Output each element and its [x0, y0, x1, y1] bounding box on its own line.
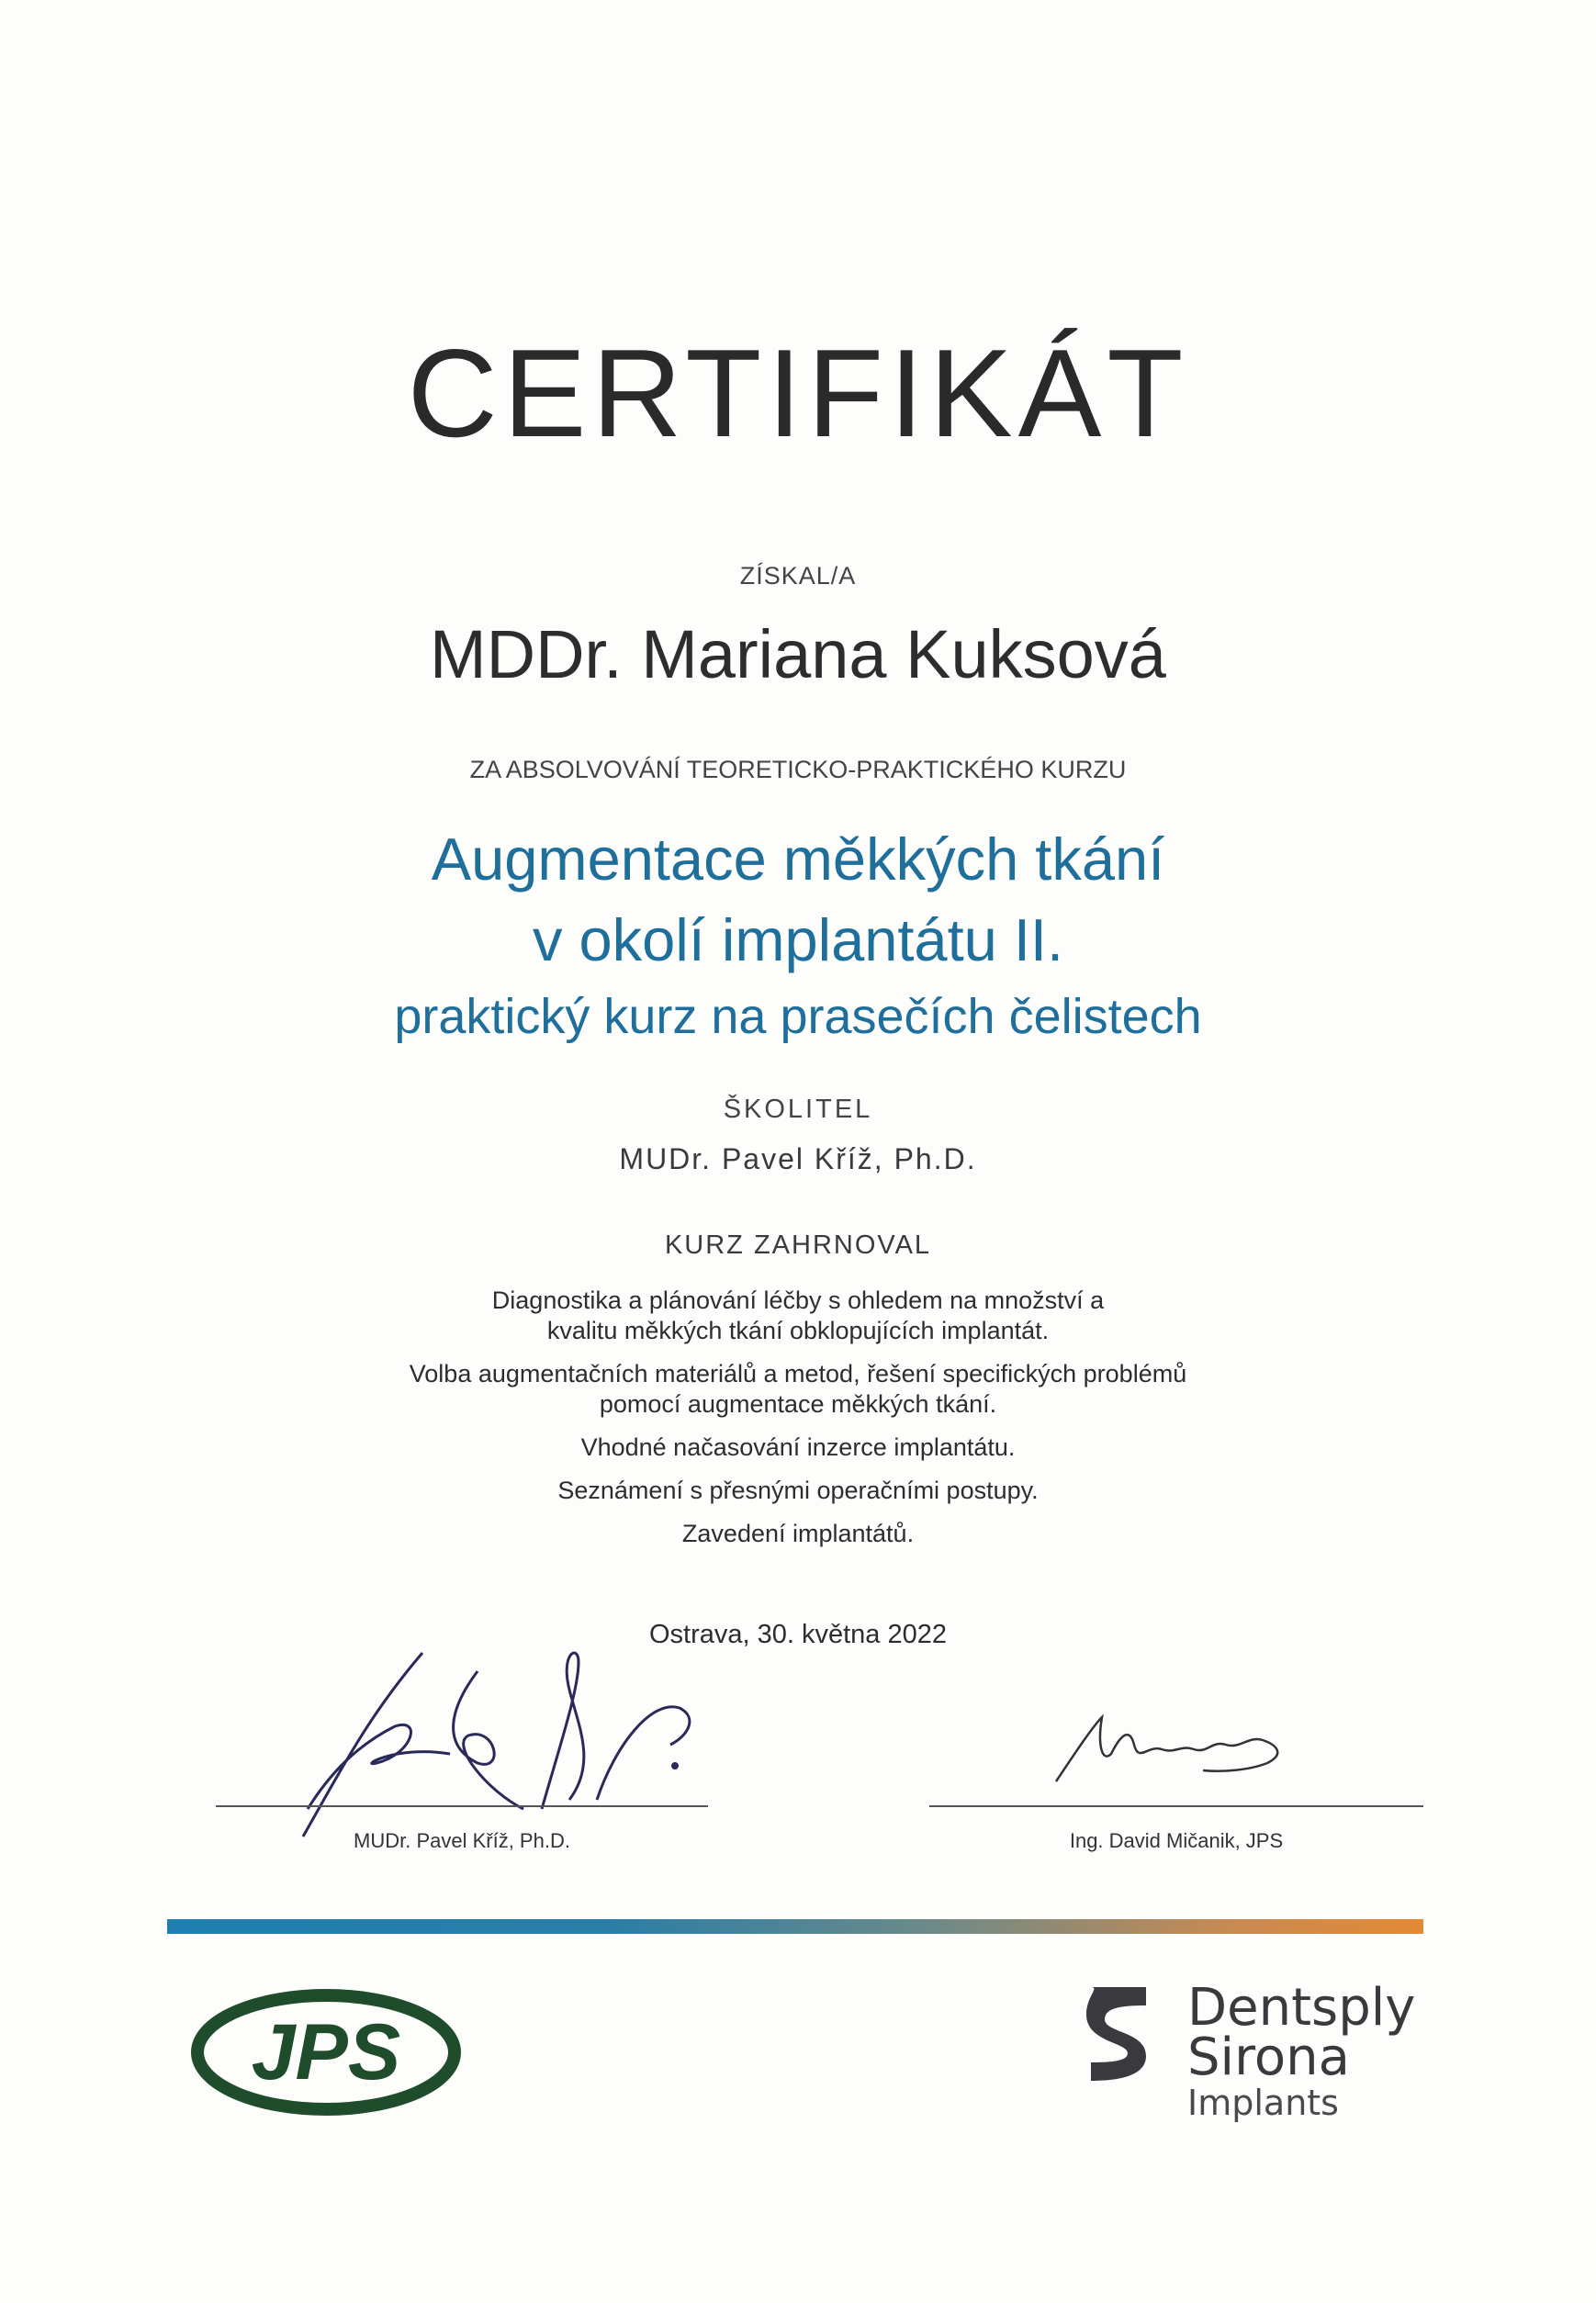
- course-subtitle: praktický kurz na prasečích čelistech: [394, 989, 1202, 1044]
- topic-line: Vhodné načasování inzerce implantátu.: [580, 1433, 1016, 1461]
- right-signature-line: [929, 1805, 1423, 1807]
- topic-line: pomocí augmentace měkkých tkání.: [599, 1390, 997, 1418]
- dentsply-sirona-logo: [1082, 1974, 1467, 2130]
- jps-logo-text: JPS: [251, 2008, 401, 2096]
- topic-line: kvalitu měkkých tkání obklopujících implantát.: [546, 1317, 1050, 1344]
- topic-item: [0, 1476, 1596, 1506]
- left-signature-line: [216, 1805, 708, 1807]
- dentsply-s-icon: [1082, 1978, 1155, 2088]
- topic-item: [0, 1359, 1596, 1420]
- topic-line: Seznámení s přesnými operačními postupy.: [557, 1477, 1039, 1504]
- jps-logo: [188, 1983, 464, 2121]
- left-signature: [266, 1635, 744, 1855]
- dentsply-line2: Sirona: [1187, 2028, 1350, 2087]
- covered-label: KURZ ZAHRNOVAL: [664, 1230, 932, 1260]
- topics-list: [0, 1286, 1596, 1562]
- right-signature-name: Ing. David Mičanik, JPS: [1069, 1829, 1284, 1852]
- topic-line: Zavedení implantátů.: [681, 1520, 915, 1547]
- topic-item: [0, 1519, 1596, 1549]
- gradient-bar: [167, 1919, 1423, 1934]
- place-date: Ostrava, 30. května 2022: [648, 1620, 948, 1649]
- dentsply-line3: Implants: [1187, 2083, 1339, 2123]
- received-label: ZÍSKAL/A: [739, 562, 857, 590]
- course-title-line2: v okolí implantátu II.: [532, 906, 1064, 973]
- topic-line: Volba augmentačních materiálů a metod, řešení specifických problémů: [409, 1360, 1187, 1387]
- course-title-line1: Augmentace měkkých tkání: [431, 826, 1165, 893]
- course-title: [0, 819, 1596, 981]
- topic-item: [0, 1432, 1596, 1463]
- left-signature-name: MUDr. Pavel Kříž, Ph.D.: [354, 1829, 570, 1852]
- recipient-name: MDDr. Mariana Kuksová: [430, 616, 1166, 692]
- trainer-name: MUDr. Pavel Kříž, Ph.D.: [619, 1142, 977, 1175]
- topic-line: Diagnostika a plánování léčby s ohledem na množství a: [491, 1286, 1105, 1314]
- certificate-title: CERTIFIKÁT: [407, 323, 1189, 463]
- for-course-label: ZA ABSOLVOVÁNÍ TEORETICKO-PRAKTICKÉHO KURZU: [469, 756, 1127, 783]
- dentsply-line1: Dentsply: [1187, 1978, 1416, 2038]
- trainer-label: ŠKOLITEL: [723, 1095, 873, 1124]
- right-signature: [1047, 1699, 1295, 1800]
- topic-item: [0, 1286, 1596, 1346]
